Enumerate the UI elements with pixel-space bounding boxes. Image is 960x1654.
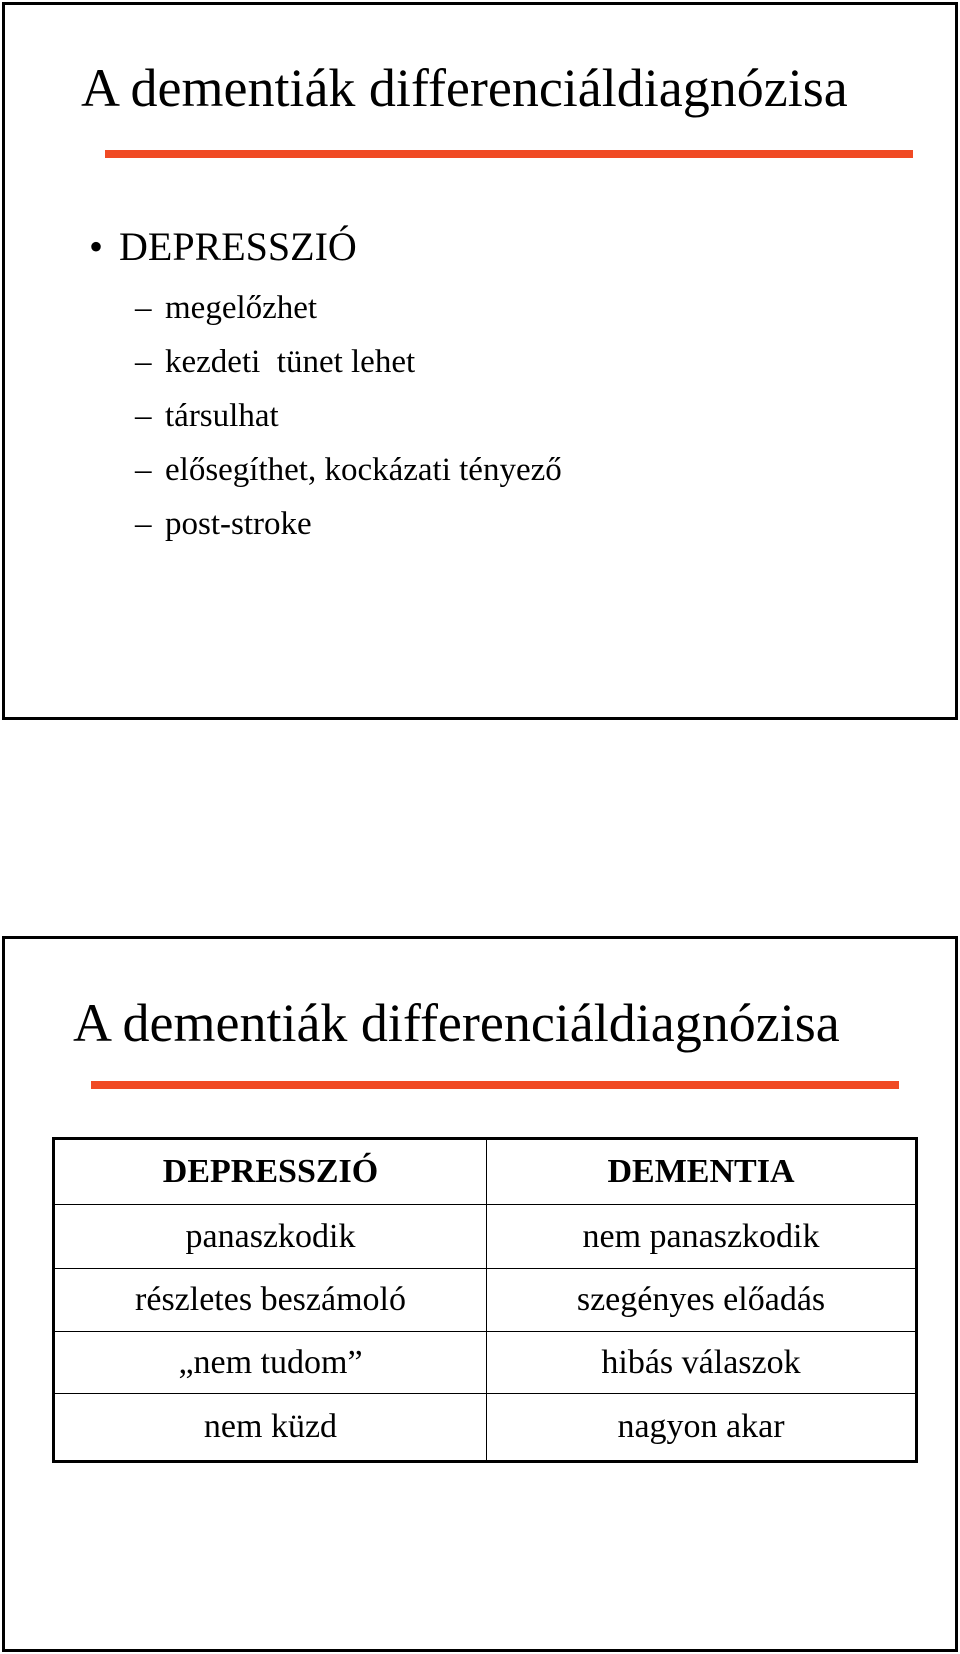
dash-marker: –	[135, 290, 152, 326]
table-cell: nem küzd	[54, 1394, 487, 1462]
table-cell: részletes beszámoló	[54, 1269, 487, 1332]
sub-bullet-text: elősegíthet, kockázati tényező	[165, 452, 562, 488]
slide-title: A dementiák differenciáldiagnózisa	[73, 993, 840, 1053]
table-header-row	[54, 1139, 917, 1205]
bullet-item	[89, 223, 357, 271]
sub-bullet-item	[135, 497, 562, 551]
comparison-table	[52, 1137, 918, 1463]
title-underline	[105, 150, 913, 158]
table-cell: nagyon akar	[487, 1394, 917, 1462]
title-underline	[91, 1081, 899, 1089]
sub-bullet-item	[135, 443, 562, 497]
bullet-text: DEPRESSZIÓ	[119, 224, 357, 269]
slide-2	[2, 936, 958, 1652]
sub-bullet-text: társulhat	[165, 398, 279, 434]
slide-1	[2, 2, 958, 720]
dash-marker: –	[135, 452, 152, 488]
table-row	[54, 1205, 917, 1269]
dash-marker: –	[135, 506, 152, 542]
sub-bullet-text: post-stroke	[165, 506, 312, 542]
sub-bullet-item	[135, 389, 562, 443]
table-row	[54, 1332, 917, 1394]
sub-bullet-text: megelőzhet	[165, 290, 318, 326]
column-header-depresszio: DEPRESSZIÓ	[54, 1139, 487, 1205]
dash-marker: –	[135, 344, 152, 380]
table-cell: nem panaszkodik	[487, 1205, 917, 1269]
dash-marker: –	[135, 398, 152, 434]
sub-bullet-item	[135, 281, 562, 335]
table-row	[54, 1269, 917, 1332]
table-cell: „nem tudom”	[54, 1332, 487, 1394]
column-header-dementia: DEMENTIA	[487, 1139, 917, 1205]
table-cell: panaszkodik	[54, 1205, 487, 1269]
sub-bullet-text: kezdeti tünet lehet	[165, 344, 416, 380]
table-row	[54, 1394, 917, 1462]
sub-bullet-item	[135, 335, 562, 389]
table-cell: hibás válaszok	[487, 1332, 917, 1394]
bullet-marker: •	[89, 224, 104, 269]
slide-title: A dementiák differenciáldiagnózisa	[81, 58, 848, 118]
sub-bullet-list	[135, 281, 562, 551]
table-cell: szegényes előadás	[487, 1269, 917, 1332]
